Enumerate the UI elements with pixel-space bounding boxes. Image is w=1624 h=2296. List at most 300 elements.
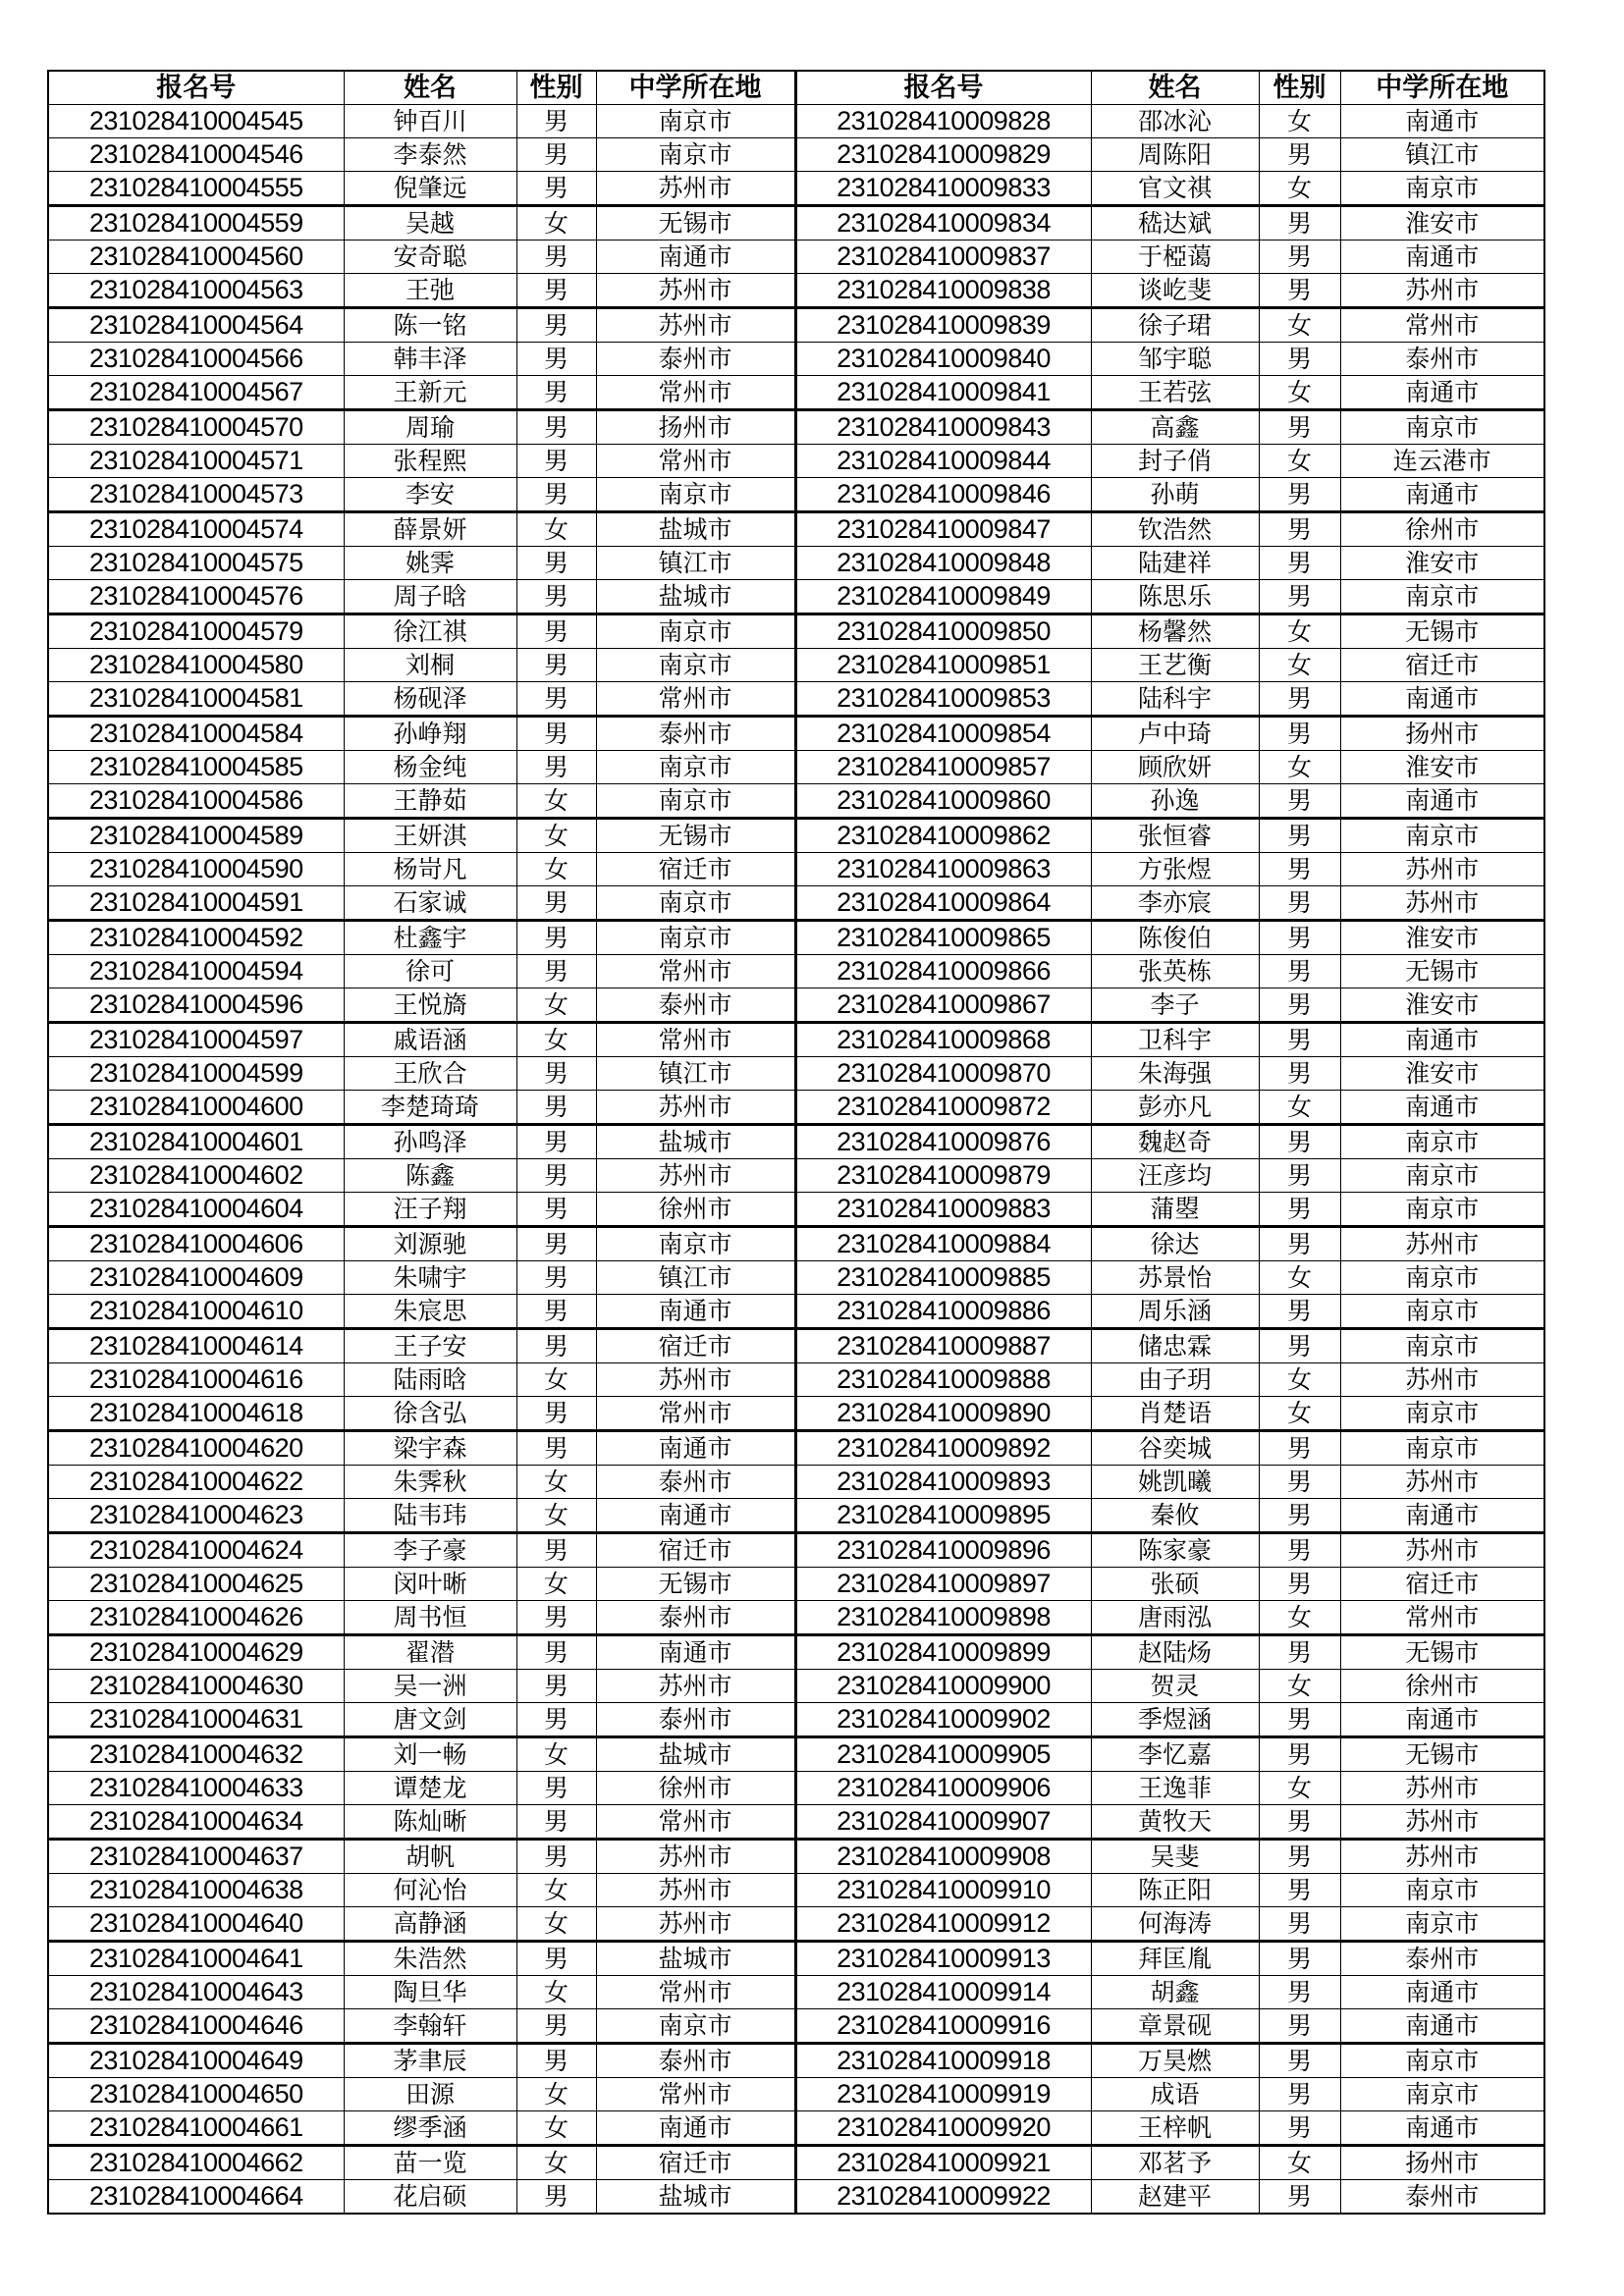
- name-cell: 周书恒: [344, 1601, 516, 1635]
- table-row: [48, 784, 1544, 819]
- table-row: [48, 2146, 1544, 2180]
- name-cell: 薛景妍: [344, 512, 516, 547]
- gender-cell: 女: [1259, 172, 1340, 206]
- registration-number-cell: 231028410009896: [795, 1533, 1091, 1568]
- table-row: [48, 921, 1544, 955]
- registration-number-cell: 231028410004633: [48, 1772, 344, 1805]
- registration-number-cell: 231028410009840: [795, 343, 1091, 376]
- gender-cell: 男: [1259, 1976, 1340, 2009]
- name-cell: 成语: [1091, 2078, 1259, 2111]
- school-location-cell: 南通市: [1340, 1091, 1544, 1125]
- gender-cell: 女: [1259, 1772, 1340, 1805]
- registration-number-cell: 231028410009918: [795, 2044, 1091, 2078]
- table-row: [48, 1023, 1544, 1057]
- gender-cell: 男: [1259, 1635, 1340, 1670]
- gender-cell: 女: [1259, 445, 1340, 478]
- gender-cell: 男: [1259, 478, 1340, 512]
- name-cell: 王新元: [344, 376, 516, 410]
- registration-number-cell: 231028410009829: [795, 138, 1091, 172]
- name-cell: 陈思乐: [1091, 580, 1259, 614]
- name-cell: 张恒睿: [1091, 819, 1259, 853]
- registration-number-cell: 231028410004594: [48, 955, 344, 988]
- school-location-cell: 常州市: [596, 1976, 795, 2009]
- gender-cell: 女: [1259, 1091, 1340, 1125]
- name-cell: 李安: [344, 478, 516, 512]
- school-location-cell: 徐州市: [596, 1772, 795, 1805]
- name-cell: 卢中琦: [1091, 717, 1259, 751]
- registration-number-cell: 231028410009922: [795, 2180, 1091, 2215]
- school-location-cell: 苏州市: [596, 1159, 795, 1193]
- table-row: [48, 886, 1544, 921]
- school-location-cell: 镇江市: [596, 1261, 795, 1295]
- registration-number-cell: 231028410009857: [795, 751, 1091, 784]
- school-location-cell: 南京市: [596, 649, 795, 682]
- registration-number-cell: 231028410004580: [48, 649, 344, 682]
- school-location-cell: 苏州市: [1340, 1533, 1544, 1568]
- registration-number-cell: 231028410009851: [795, 649, 1091, 682]
- school-location-cell: 南京市: [596, 921, 795, 955]
- gender-cell: 男: [516, 1942, 596, 1976]
- gender-cell: 女: [1259, 1363, 1340, 1397]
- gender-cell: 男: [516, 1635, 596, 1670]
- gender-cell: 男: [516, 682, 596, 717]
- school-location-cell: 盐城市: [596, 2180, 795, 2215]
- gender-cell: 女: [1259, 376, 1340, 410]
- gender-cell: 男: [1259, 1805, 1340, 1840]
- gender-cell: 男: [516, 1772, 596, 1805]
- name-cell: 杨砚泽: [344, 682, 516, 717]
- name-cell: 方张煜: [1091, 853, 1259, 886]
- school-location-cell: 南京市: [1340, 580, 1544, 614]
- school-location-cell: 南京市: [1340, 2078, 1544, 2111]
- school-location-cell: 无锡市: [1340, 1635, 1544, 1670]
- registration-number-cell: 231028410004575: [48, 547, 344, 580]
- school-location-cell: 南京市: [1340, 1295, 1544, 1329]
- registration-number-cell: 231028410004576: [48, 580, 344, 614]
- school-location-cell: 南通市: [1340, 682, 1544, 717]
- school-location-cell: 扬州市: [1340, 717, 1544, 751]
- school-location-cell: 南京市: [596, 105, 795, 138]
- gender-cell: 男: [1259, 547, 1340, 580]
- name-cell: 钦浩然: [1091, 512, 1259, 547]
- table-row: [48, 547, 1544, 580]
- gender-cell: 男: [1259, 1907, 1340, 1942]
- gender-cell: 男: [516, 1193, 596, 1227]
- gender-cell: 男: [1259, 1466, 1340, 1499]
- gender-cell: 男: [1259, 580, 1340, 614]
- registration-number-cell: 231028410004618: [48, 1397, 344, 1431]
- gender-cell: 男: [516, 410, 596, 445]
- school-location-cell: 常州市: [596, 682, 795, 717]
- registration-number-cell: 231028410009893: [795, 1466, 1091, 1499]
- name-cell: 陈家豪: [1091, 1533, 1259, 1568]
- name-cell: 孙逸: [1091, 784, 1259, 819]
- name-cell: 翟潜: [344, 1635, 516, 1670]
- table-row: [48, 172, 1544, 206]
- table-row: [48, 1227, 1544, 1261]
- gender-cell: 女: [1259, 105, 1340, 138]
- school-location-cell: 苏州市: [1340, 886, 1544, 921]
- name-cell: 徐含弘: [344, 1397, 516, 1431]
- registration-number-cell: 231028410009844: [795, 445, 1091, 478]
- school-location-cell: 徐州市: [596, 1193, 795, 1227]
- school-location-cell: 南京市: [1340, 1397, 1544, 1431]
- table-row: [48, 1976, 1544, 2009]
- gender-cell: 男: [516, 138, 596, 172]
- school-location-cell: 南京市: [596, 138, 795, 172]
- gender-cell: 男: [1259, 1295, 1340, 1329]
- gender-cell: 男: [516, 308, 596, 343]
- registration-number-cell: 231028410004589: [48, 819, 344, 853]
- school-location-cell: 镇江市: [596, 1057, 795, 1091]
- gender-cell: 女: [516, 1499, 596, 1533]
- name-cell: 谈屹斐: [1091, 274, 1259, 308]
- gender-cell: 男: [1259, 819, 1340, 853]
- table-row: [48, 308, 1544, 343]
- registration-number-cell: 231028410009886: [795, 1295, 1091, 1329]
- gender-cell: 男: [1259, 1057, 1340, 1091]
- registration-number-cell: 231028410004609: [48, 1261, 344, 1295]
- school-location-cell: 徐州市: [1340, 512, 1544, 547]
- name-cell: 闵叶晰: [344, 1568, 516, 1601]
- registration-number-cell: 231028410004602: [48, 1159, 344, 1193]
- gender-cell: 女: [516, 2111, 596, 2146]
- gender-cell: 男: [516, 1261, 596, 1295]
- name-cell: 徐达: [1091, 1227, 1259, 1261]
- school-location-cell: 南京市: [1340, 819, 1544, 853]
- school-location-cell: 南通市: [1340, 478, 1544, 512]
- registration-number-cell: 231028410009865: [795, 921, 1091, 955]
- registration-number-cell: 231028410004614: [48, 1329, 344, 1363]
- name-cell: 陆科宇: [1091, 682, 1259, 717]
- school-location-cell: 南通市: [596, 2111, 795, 2146]
- name-cell: 王欣合: [344, 1057, 516, 1091]
- school-location-cell: 泰州市: [1340, 2180, 1544, 2215]
- gender-cell: 女: [516, 512, 596, 547]
- header-gender: 性别: [1259, 71, 1340, 105]
- school-location-cell: 南通市: [1340, 784, 1544, 819]
- name-cell: 朱霁秋: [344, 1466, 516, 1499]
- name-cell: 朱啸宇: [344, 1261, 516, 1295]
- gender-cell: 男: [1259, 921, 1340, 955]
- registration-number-cell: 231028410009866: [795, 955, 1091, 988]
- school-location-cell: 南京市: [1340, 1329, 1544, 1363]
- table-row: [48, 274, 1544, 308]
- registration-number-cell: 231028410004641: [48, 1942, 344, 1976]
- gender-cell: 女: [1259, 1601, 1340, 1635]
- name-cell: 嵇达斌: [1091, 206, 1259, 240]
- table-row: [48, 343, 1544, 376]
- registration-number-cell: 231028410004590: [48, 853, 344, 886]
- gender-cell: 男: [1259, 512, 1340, 547]
- gender-cell: 男: [516, 1601, 596, 1635]
- school-location-cell: 扬州市: [1340, 2146, 1544, 2180]
- gender-cell: 女: [1259, 308, 1340, 343]
- school-location-cell: 镇江市: [596, 547, 795, 580]
- registration-number-cell: 231028410009887: [795, 1329, 1091, 1363]
- table-row: [48, 1772, 1544, 1805]
- table-row: [48, 649, 1544, 682]
- registration-number-cell: 231028410009892: [795, 1431, 1091, 1466]
- school-location-cell: 泰州市: [596, 1466, 795, 1499]
- registration-number-cell: 231028410004560: [48, 240, 344, 274]
- name-cell: 韩丰泽: [344, 343, 516, 376]
- table-row: [48, 1431, 1544, 1466]
- name-cell: 戚语涵: [344, 1023, 516, 1057]
- school-location-cell: 南京市: [596, 478, 795, 512]
- school-location-cell: 泰州市: [596, 2044, 795, 2078]
- gender-cell: 男: [516, 1431, 596, 1466]
- gender-cell: 男: [516, 1159, 596, 1193]
- registration-number-cell: 231028410009921: [795, 2146, 1091, 2180]
- school-location-cell: 苏州市: [1340, 853, 1544, 886]
- registration-number-cell: 231028410009876: [795, 1125, 1091, 1159]
- name-cell: 汪子翔: [344, 1193, 516, 1227]
- table-row: [48, 682, 1544, 717]
- registration-number-cell: 231028410009847: [795, 512, 1091, 547]
- name-cell: 顾欣妍: [1091, 751, 1259, 784]
- registration-number-cell: 231028410009898: [795, 1601, 1091, 1635]
- gender-cell: 男: [1259, 2180, 1340, 2215]
- name-cell: 吴越: [344, 206, 516, 240]
- school-location-cell: 盐城市: [596, 1942, 795, 1976]
- name-cell: 刘源驰: [344, 1227, 516, 1261]
- registration-number-cell: 231028410004650: [48, 2078, 344, 2111]
- gender-cell: 男: [516, 921, 596, 955]
- table-row: [48, 1805, 1544, 1840]
- gender-cell: 女: [1259, 614, 1340, 649]
- header-name: 姓名: [1091, 71, 1259, 105]
- registration-number-cell: 231028410004573: [48, 478, 344, 512]
- gender-cell: 男: [516, 1805, 596, 1840]
- school-location-cell: 镇江市: [1340, 138, 1544, 172]
- school-location-cell: 泰州市: [1340, 1942, 1544, 1976]
- gender-cell: 男: [516, 445, 596, 478]
- gender-cell: 男: [1259, 240, 1340, 274]
- school-location-cell: 常州市: [596, 445, 795, 478]
- gender-cell: 女: [516, 1466, 596, 1499]
- gender-cell: 男: [516, 1091, 596, 1125]
- gender-cell: 男: [1259, 1193, 1340, 1227]
- name-cell: 周乐涵: [1091, 1295, 1259, 1329]
- gender-cell: 女: [516, 2078, 596, 2111]
- table-row: [48, 1057, 1544, 1091]
- table-row: [48, 376, 1544, 410]
- school-location-cell: 宿迁市: [1340, 649, 1544, 682]
- registration-number-cell: 231028410004581: [48, 682, 344, 717]
- table-row: [48, 1874, 1544, 1907]
- name-cell: 周陈阳: [1091, 138, 1259, 172]
- gender-cell: 男: [1259, 955, 1340, 988]
- gender-cell: 女: [516, 2146, 596, 2180]
- table-row: [48, 1466, 1544, 1499]
- table-row: [48, 717, 1544, 751]
- school-location-cell: 南京市: [596, 886, 795, 921]
- gender-cell: 男: [516, 1703, 596, 1737]
- gender-cell: 女: [516, 1363, 596, 1397]
- gender-cell: 男: [1259, 2044, 1340, 2078]
- name-cell: 拜匡胤: [1091, 1942, 1259, 1976]
- name-cell: 王弛: [344, 274, 516, 308]
- registration-number-cell: 231028410004646: [48, 2009, 344, 2044]
- name-cell: 杨岢凡: [344, 853, 516, 886]
- gender-cell: 男: [1259, 206, 1340, 240]
- registration-number-cell: 231028410009864: [795, 886, 1091, 921]
- name-cell: 陆雨晗: [344, 1363, 516, 1397]
- registration-number-cell: 231028410004586: [48, 784, 344, 819]
- school-location-cell: 常州市: [596, 376, 795, 410]
- name-cell: 王子安: [344, 1329, 516, 1363]
- school-location-cell: 苏州市: [1340, 1840, 1544, 1874]
- school-location-cell: 宿迁市: [596, 2146, 795, 2180]
- school-location-cell: 常州市: [596, 1805, 795, 1840]
- gender-cell: 男: [1259, 274, 1340, 308]
- registration-number-cell: 231028410009914: [795, 1976, 1091, 2009]
- registration-number-cell: 231028410009863: [795, 853, 1091, 886]
- registration-number-cell: 231028410004637: [48, 1840, 344, 1874]
- gender-cell: 男: [516, 2044, 596, 2078]
- school-location-cell: 泰州市: [596, 1601, 795, 1635]
- name-cell: 陆建祥: [1091, 547, 1259, 580]
- name-cell: 姚凯曦: [1091, 1466, 1259, 1499]
- name-cell: 苏景怡: [1091, 1261, 1259, 1295]
- registration-number-cell: 231028410004597: [48, 1023, 344, 1057]
- name-cell: 何沁怡: [344, 1874, 516, 1907]
- school-location-cell: 南京市: [1340, 1431, 1544, 1466]
- school-location-cell: 宿迁市: [1340, 1568, 1544, 1601]
- school-location-cell: 淮安市: [1340, 988, 1544, 1023]
- registration-number-cell: 231028410009834: [795, 206, 1091, 240]
- name-cell: 王悦旖: [344, 988, 516, 1023]
- name-cell: 王静茹: [344, 784, 516, 819]
- gender-cell: 男: [516, 2180, 596, 2215]
- name-cell: 赵陆炀: [1091, 1635, 1259, 1670]
- name-cell: 孙鸣泽: [344, 1125, 516, 1159]
- gender-cell: 女: [1259, 2146, 1340, 2180]
- registration-number-cell: 231028410004640: [48, 1907, 344, 1942]
- registration-number-cell: 231028410009884: [795, 1227, 1091, 1261]
- school-location-cell: 南京市: [1340, 1907, 1544, 1942]
- registration-number-cell: 231028410009841: [795, 376, 1091, 410]
- registration-number-cell: 231028410009902: [795, 1703, 1091, 1737]
- name-cell: 唐文剑: [344, 1703, 516, 1737]
- gender-cell: 男: [516, 717, 596, 751]
- gender-cell: 男: [1259, 1942, 1340, 1976]
- school-location-cell: 南通市: [596, 240, 795, 274]
- registration-number-cell: 231028410009883: [795, 1193, 1091, 1227]
- gender-cell: 男: [516, 240, 596, 274]
- table-row: [48, 1125, 1544, 1159]
- table-row: [48, 819, 1544, 853]
- name-cell: 孙萌: [1091, 478, 1259, 512]
- school-location-cell: 南通市: [1340, 1023, 1544, 1057]
- name-cell: 谭楚龙: [344, 1772, 516, 1805]
- registration-number-cell: 231028410004574: [48, 512, 344, 547]
- registration-number-cell: 231028410009899: [795, 1635, 1091, 1670]
- gender-cell: 男: [1259, 988, 1340, 1023]
- registration-number-cell: 231028410004662: [48, 2146, 344, 2180]
- registration-number-cell: 231028410009885: [795, 1261, 1091, 1295]
- name-cell: 章景砚: [1091, 2009, 1259, 2044]
- registration-number-cell: 231028410009888: [795, 1363, 1091, 1397]
- name-cell: 王梓帆: [1091, 2111, 1259, 2146]
- school-location-cell: 南京市: [1340, 410, 1544, 445]
- school-location-cell: 常州市: [1340, 1601, 1544, 1635]
- name-cell: 安奇聪: [344, 240, 516, 274]
- school-location-cell: 泰州市: [596, 343, 795, 376]
- table-row: [48, 1568, 1544, 1601]
- registration-number-cell: 231028410009910: [795, 1874, 1091, 1907]
- name-cell: 杨金纯: [344, 751, 516, 784]
- school-location-cell: 苏州市: [1340, 1227, 1544, 1261]
- school-location-cell: 南通市: [596, 1295, 795, 1329]
- registration-number-cell: 231028410004555: [48, 172, 344, 206]
- registration-number-cell: 231028410009907: [795, 1805, 1091, 1840]
- table-row: [48, 445, 1544, 478]
- name-cell: 朱浩然: [344, 1942, 516, 1976]
- school-location-cell: 南京市: [1340, 172, 1544, 206]
- gender-cell: 女: [516, 1976, 596, 2009]
- gender-cell: 男: [1259, 1840, 1340, 1874]
- name-cell: 季煜涵: [1091, 1703, 1259, 1737]
- school-location-cell: 南京市: [1340, 1193, 1544, 1227]
- table-row: [48, 240, 1544, 274]
- registration-number-cell: 231028410004566: [48, 343, 344, 376]
- school-location-cell: 南通市: [596, 1635, 795, 1670]
- name-cell: 茅聿辰: [344, 2044, 516, 2078]
- gender-cell: 男: [516, 580, 596, 614]
- name-cell: 王妍淇: [344, 819, 516, 853]
- registration-number-cell: 231028410004634: [48, 1805, 344, 1840]
- school-location-cell: 无锡市: [596, 206, 795, 240]
- gender-cell: 男: [516, 1057, 596, 1091]
- registration-number-cell: 231028410004643: [48, 1976, 344, 2009]
- table-row: [48, 138, 1544, 172]
- gender-cell: 女: [516, 1737, 596, 1772]
- school-location-cell: 南京市: [596, 1227, 795, 1261]
- school-location-cell: 苏州市: [596, 1874, 795, 1907]
- gender-cell: 男: [1259, 717, 1340, 751]
- name-cell: 刘桐: [344, 649, 516, 682]
- name-cell: 由子玥: [1091, 1363, 1259, 1397]
- registration-number-cell: 231028410009913: [795, 1942, 1091, 1976]
- gender-cell: 女: [516, 1023, 596, 1057]
- registration-number-cell: 231028410004610: [48, 1295, 344, 1329]
- table-row: [48, 1261, 1544, 1295]
- gender-cell: 男: [1259, 682, 1340, 717]
- name-cell: 于椏蔼: [1091, 240, 1259, 274]
- name-cell: 陈一铭: [344, 308, 516, 343]
- school-location-cell: 常州市: [596, 1023, 795, 1057]
- table-row: [48, 1670, 1544, 1703]
- registration-number-cell: 231028410004625: [48, 1568, 344, 1601]
- table-row: [48, 614, 1544, 649]
- registration-number-cell: 231028410009850: [795, 614, 1091, 649]
- school-location-cell: 南通市: [1340, 105, 1544, 138]
- school-location-cell: 无锡市: [1340, 1737, 1544, 1772]
- table-row: [48, 1397, 1544, 1431]
- school-location-cell: 常州市: [596, 1397, 795, 1431]
- name-cell: 贺灵: [1091, 1670, 1259, 1703]
- registration-number-cell: 231028410009867: [795, 988, 1091, 1023]
- school-location-cell: 苏州市: [1340, 1805, 1544, 1840]
- name-cell: 王若弦: [1091, 376, 1259, 410]
- table-row: [48, 1295, 1544, 1329]
- gender-cell: 男: [516, 274, 596, 308]
- school-location-cell: 南京市: [596, 614, 795, 649]
- gender-cell: 男: [516, 105, 596, 138]
- registration-number-cell: 231028410009862: [795, 819, 1091, 853]
